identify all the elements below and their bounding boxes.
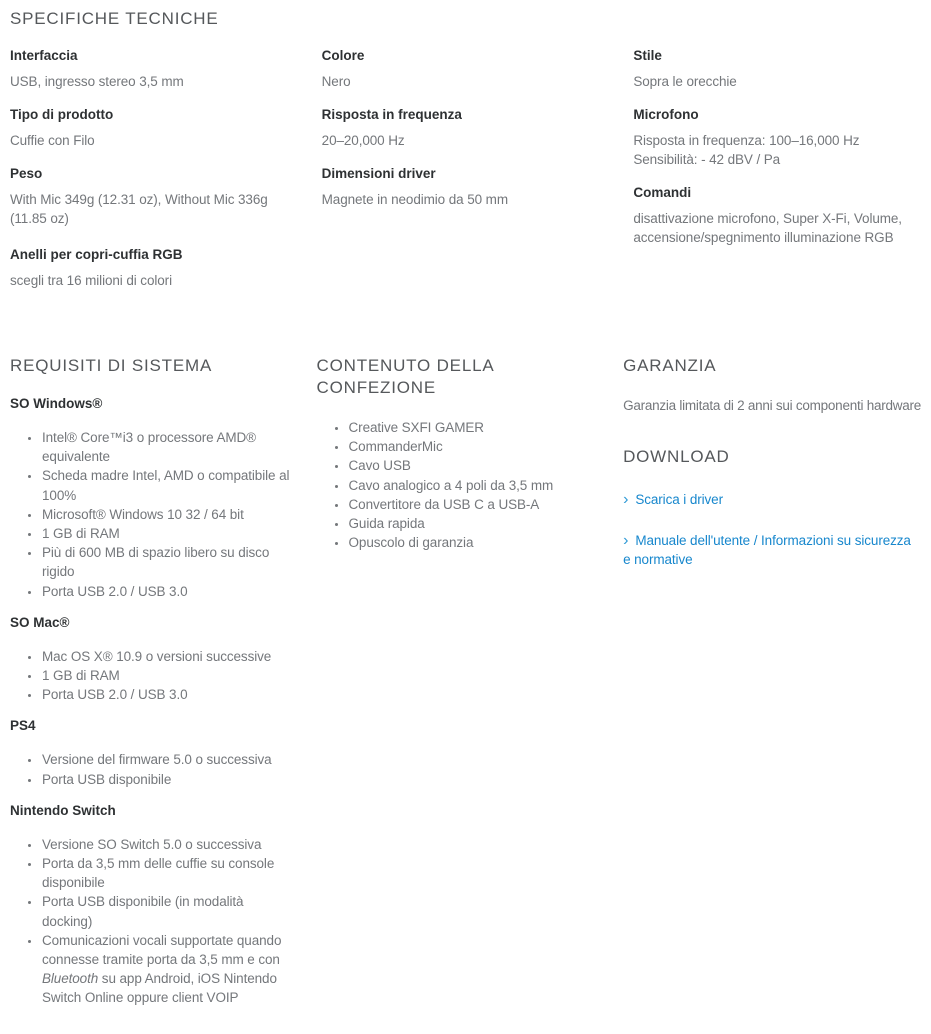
windows-os-label: SO Windows® — [10, 396, 103, 411]
spec-group-dimensioni-driver — [322, 167, 610, 209]
requirements-title: REQUISITI DI SISTEMA — [10, 356, 213, 375]
spec-value: USB, ingresso stereo 3,5 mm — [10, 74, 184, 89]
spec-group-microfono — [633, 108, 921, 169]
list-item: • 1 GB di RAM — [41, 524, 293, 543]
mac-os-label: SO Mac® — [10, 614, 70, 630]
warranty-download-column — [623, 355, 921, 569]
list-item: • Porta USB 2.0 / USB 3.0 — [41, 685, 293, 704]
chevron-right-icon: › — [623, 532, 629, 549]
system-requirements-column — [10, 355, 293, 1022]
spec-value: Cuffie con Filo — [10, 133, 95, 148]
specs-column-2 — [322, 49, 610, 226]
user-manual-link[interactable] — [623, 531, 921, 569]
warranty-text: Garanzia limitata di 2 anni sui componenti hardware — [623, 398, 921, 413]
chevron-right-icon: › — [623, 491, 629, 508]
spec-value: scegli tra 16 milioni di colori — [10, 273, 172, 288]
spec-value-line-2: Sensibilità: - 42 dBV / Pa — [633, 152, 781, 167]
list-item: • Cavo USB — [348, 456, 600, 475]
spec-label: Dimensioni driver — [321, 166, 436, 181]
list-item: • Guida rapida — [348, 514, 600, 533]
specs-column-1 — [10, 49, 298, 307]
package-contents-title: CONTENUTO DELLA CONFEZIONE — [316, 356, 494, 397]
spec-group-colore — [322, 49, 610, 91]
list-item: • Versione del firmware 5.0 o successiva — [41, 750, 293, 769]
lower-grid — [10, 355, 921, 1022]
spec-group-peso — [10, 167, 298, 228]
spec-group-stile — [633, 49, 921, 91]
spec-label: Interfaccia — [10, 48, 78, 63]
spec-value: Nero — [321, 74, 351, 89]
spec-value: With Mic 349g (12.31 oz), Without Mic 336g (11.85 oz) — [10, 192, 268, 226]
spec-label: Anelli per copri-cuffia RGB — [10, 247, 183, 262]
list-item: • Microsoft® Windows 10 32 / 64 bit — [41, 505, 293, 524]
spec-group-risposta-frequenza — [322, 108, 610, 150]
list-item: • 1 GB di RAM — [41, 666, 293, 685]
spec-label: Peso — [10, 166, 43, 181]
spec-value: 20–20,000 Hz — [321, 133, 405, 148]
list-item: • CommanderMic — [348, 437, 600, 456]
spec-value: Magnete in neodimio da 50 mm — [321, 192, 508, 207]
voice-note-post: su app Android, iOS Nintendo Switch Online oppure client VOIP — [42, 971, 277, 1006]
specs-title: SPECIFICHE TECNICHE — [10, 9, 219, 28]
spec-group-tipo-prodotto — [10, 108, 298, 150]
package-contents-list — [317, 418, 600, 552]
spec-value: disattivazione microfono, Super X-Fi, Volume, accensione/spegnimento illuminazione RGB — [633, 211, 902, 245]
spec-label: Comandi — [633, 185, 692, 200]
download-title: DOWNLOAD — [623, 447, 730, 466]
warranty-title: GARANZIA — [623, 356, 717, 375]
list-item: • Convertitore da USB C a USB-A — [348, 495, 600, 514]
switch-requirements-list — [10, 835, 293, 1008]
list-item: • Creative SXFI GAMER — [348, 418, 600, 437]
list-item: • Scheda madre Intel, AMD o compatibile al 100% — [41, 466, 293, 504]
spec-label: Colore — [321, 48, 365, 63]
list-item: • Versione SO Switch 5.0 o successiva — [41, 835, 293, 854]
list-item: • Mac OS X® 10.9 o versioni successive — [41, 647, 293, 666]
list-item: • Più di 600 MB di spazio libero su disco rigido — [41, 543, 293, 581]
list-item: • Intel® Core™i3 o processore AMD® equivalente — [41, 428, 293, 466]
voice-note-pre: Comunicazioni vocali supportate quando connesse tramite porta da 3,5 mm e con — [42, 932, 282, 968]
download-drivers-link[interactable] — [623, 490, 921, 509]
list-item: • Porta USB 2.0 / USB 3.0 — [41, 582, 293, 601]
spec-label: Tipo di prodotto — [10, 107, 114, 122]
download-drivers-link-label: Scarica i driver — [635, 492, 723, 507]
list-item: • Cavo analogico a 4 poli da 3,5 mm — [348, 476, 600, 495]
list-item: • Porta USB disponibile — [41, 770, 293, 789]
spec-group-comandi — [633, 186, 921, 247]
ps4-label: PS4 — [10, 718, 36, 734]
windows-requirements-list — [10, 428, 293, 601]
user-manual-link-label: Manuale dell'utente / Informazioni su sicurezza e normative — [623, 533, 911, 567]
package-contents-column — [317, 355, 600, 566]
spec-label: Microfono — [633, 107, 699, 122]
list-item: • Porta USB disponibile (in modalità docking) — [41, 892, 293, 930]
list-item: • Porta da 3,5 mm delle cuffie su console disponibile — [41, 854, 293, 892]
spec-group-anelli-rgb — [10, 248, 298, 290]
list-item: • Opuscolo di garanzia — [348, 533, 600, 552]
spec-label: Stile — [633, 48, 662, 63]
spec-value-line-1: Risposta in frequenza: 100–16,000 Hz — [633, 133, 860, 148]
spec-value: Sopra le orecchie — [633, 74, 737, 89]
specs-column-3 — [633, 49, 921, 264]
spec-group-interfaccia — [10, 49, 298, 91]
ps4-requirements-list — [10, 750, 293, 788]
specs-grid — [10, 49, 921, 307]
spec-label: Risposta in frequenza — [321, 107, 462, 122]
voice-note-bluetooth: Bluetooth — [42, 971, 99, 987]
mac-requirements-list — [10, 647, 293, 705]
list-item-voice-note — [41, 931, 293, 1008]
nintendo-switch-label: Nintendo Switch — [10, 802, 116, 818]
